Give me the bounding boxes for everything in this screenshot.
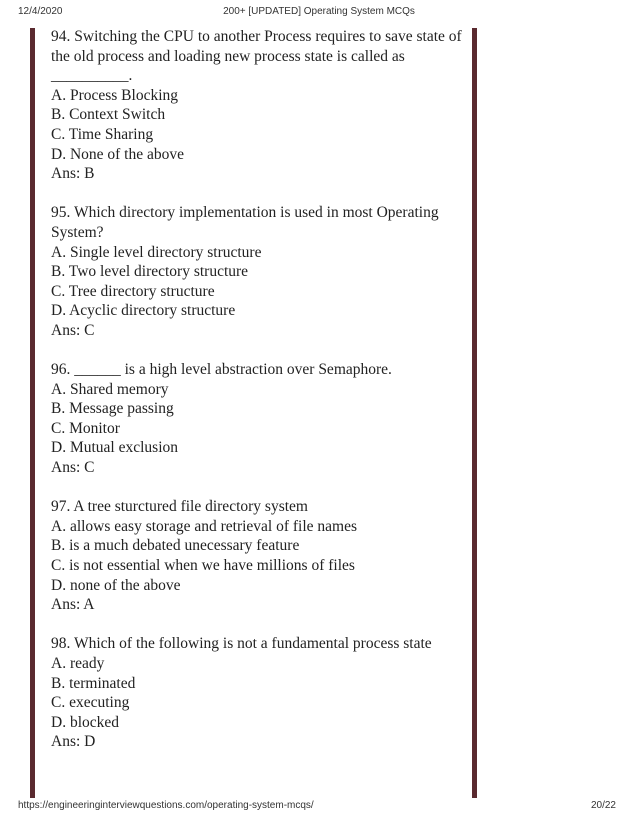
question-text: 94. Switching the CPU to another Process requires to save state of bbox=[51, 28, 462, 45]
question-text: 97. A tree sturctured file directory system bbox=[51, 498, 308, 516]
option-b: B. Message passing bbox=[51, 400, 174, 418]
answer: Ans: D bbox=[51, 733, 96, 751]
option-a: A. ready bbox=[51, 655, 105, 672]
option-a: A. Single level directory structure bbox=[51, 243, 262, 261]
page-url[interactable]: https://engineeringinterviewquestions.com/operating-system-mcqs/ bbox=[18, 800, 314, 811]
right-border-bar bbox=[472, 28, 477, 798]
option-b: B. terminated bbox=[51, 674, 136, 692]
page-number: 20/22 bbox=[590, 800, 616, 811]
question-block bbox=[51, 203, 461, 340]
option-d: D. none of the above bbox=[51, 576, 181, 594]
option-a: A. allows easy storage and retrieval of file names bbox=[51, 517, 358, 535]
question-text: 98. Which of the following is not a fundamental process state bbox=[51, 635, 432, 653]
option-b: B. Context Switch bbox=[51, 106, 166, 124]
print-header bbox=[0, 6, 638, 20]
question-block bbox=[51, 634, 461, 752]
left-border-bar bbox=[30, 28, 35, 798]
mcq-list bbox=[51, 27, 461, 752]
option-d: D. blocked bbox=[51, 713, 120, 731]
answer: Ans: C bbox=[51, 321, 95, 339]
print-date: 12/4/2020 bbox=[18, 6, 63, 17]
option-c: C. Tree directory structure bbox=[51, 282, 215, 300]
question-text: 96. ______ is a high level abstraction over Semaphore. bbox=[51, 361, 392, 379]
option-a: A. Process Blocking bbox=[51, 86, 179, 104]
print-footer bbox=[0, 800, 638, 814]
option-b: B. Two level directory structure bbox=[51, 263, 249, 281]
question-block bbox=[51, 497, 461, 615]
question-text: 95. Which directory implementation is used in most Operating bbox=[51, 204, 439, 222]
spacer bbox=[51, 341, 461, 361]
option-d: D. Acyclic directory structure bbox=[51, 302, 236, 320]
spacer bbox=[51, 478, 461, 498]
option-d: D. Mutual exclusion bbox=[51, 439, 178, 457]
answer: Ans: C bbox=[51, 459, 95, 477]
option-c: C. Time Sharing bbox=[51, 125, 154, 143]
question-text: __________. bbox=[51, 67, 133, 85]
option-c: C. is not essential when we have millions of files bbox=[51, 557, 355, 575]
print-title: 200+ [UPDATED] Operating System MCQs bbox=[223, 6, 415, 17]
question-text: the old process and loading new process state is called as bbox=[51, 47, 405, 65]
spacer bbox=[51, 615, 461, 635]
answer: Ans: B bbox=[51, 165, 95, 183]
option-a: A. Shared memory bbox=[51, 380, 169, 398]
option-d: D. None of the above bbox=[51, 145, 184, 163]
answer: Ans: A bbox=[51, 596, 95, 614]
question-block bbox=[51, 27, 461, 184]
question-block bbox=[51, 360, 461, 478]
question-text: System? bbox=[51, 223, 104, 241]
option-c: C. executing bbox=[51, 694, 130, 712]
spacer bbox=[51, 184, 461, 204]
option-c: C. Monitor bbox=[51, 419, 120, 437]
option-b: B. is a much debated unecessary feature bbox=[51, 537, 300, 555]
